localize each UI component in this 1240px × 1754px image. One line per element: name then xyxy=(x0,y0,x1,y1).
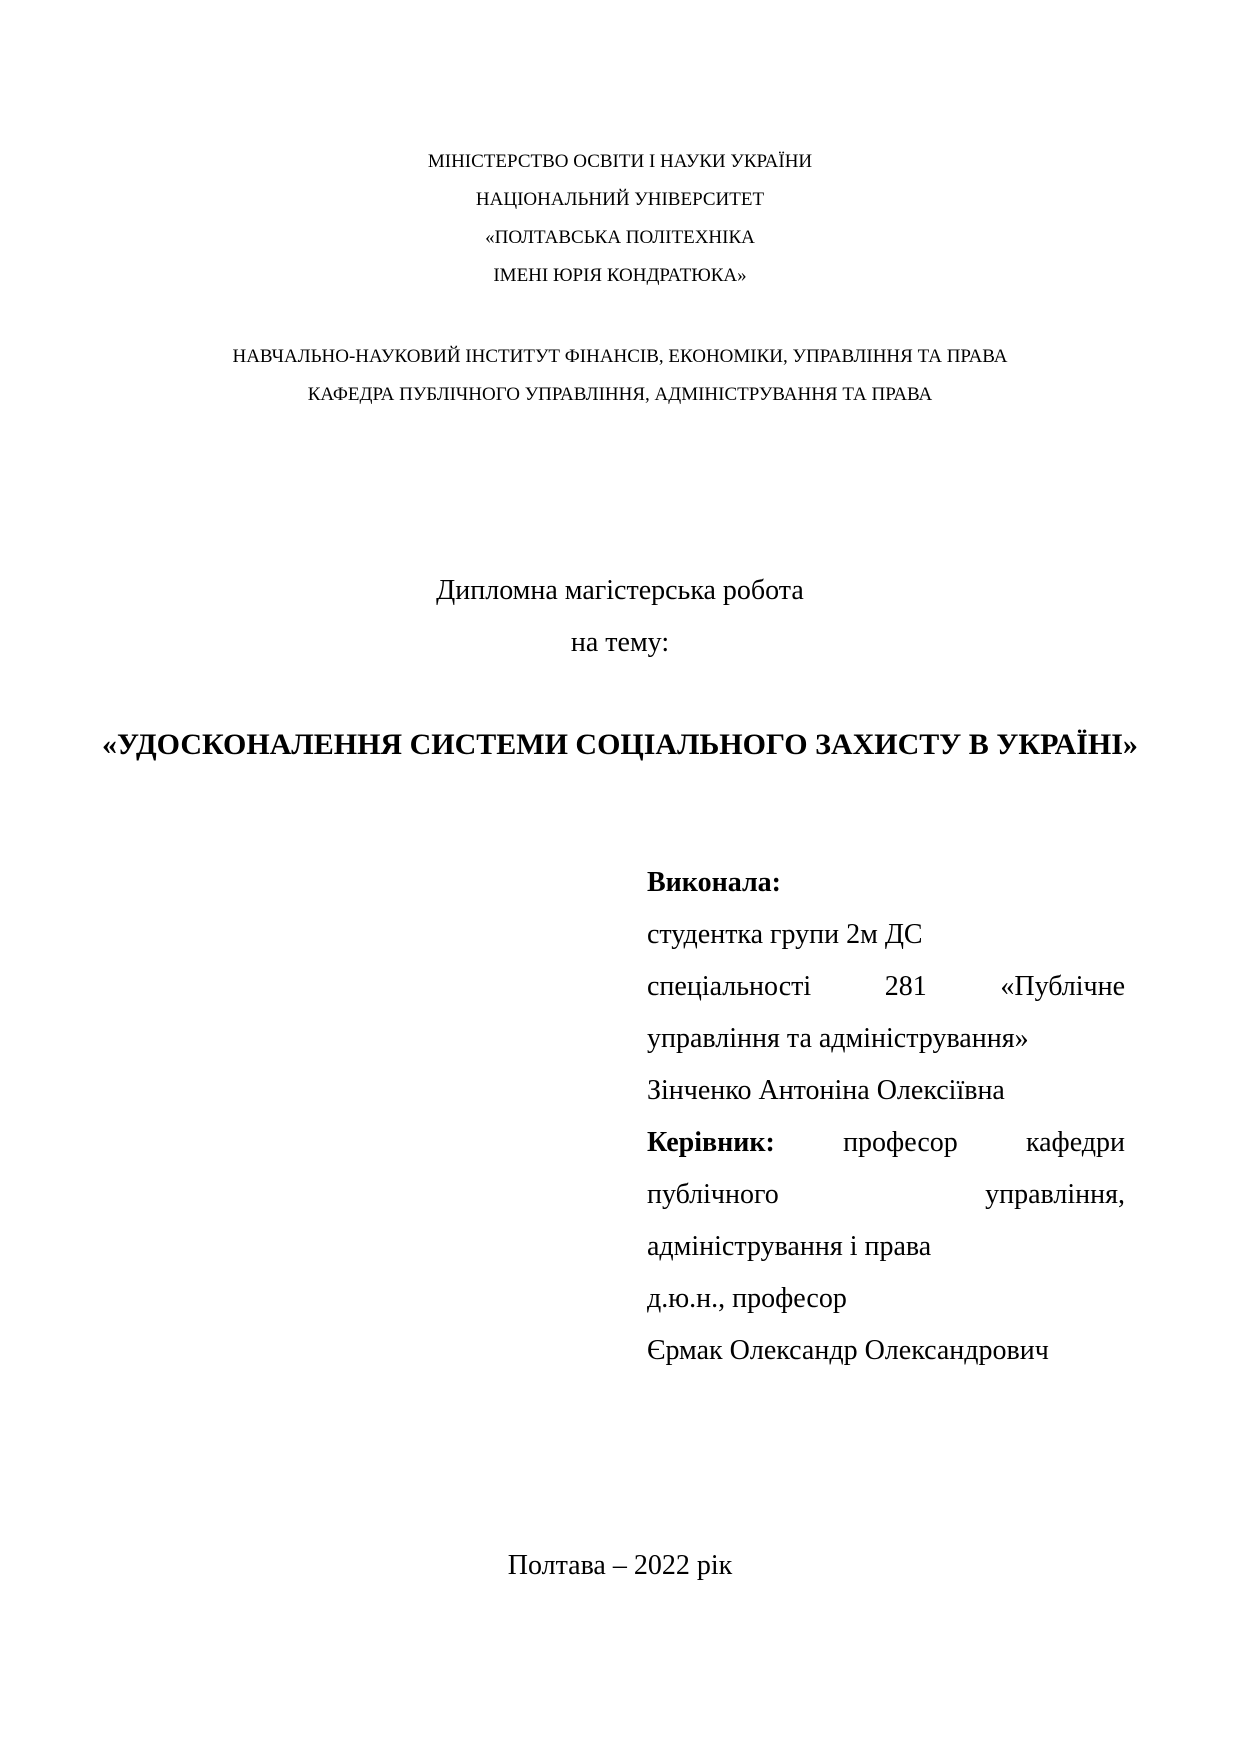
supervisor-degree: д.ю.н., професор xyxy=(647,1283,847,1314)
supervisor-management-word: управління, xyxy=(985,1179,1125,1210)
author-group: студентка групи 2м ДС xyxy=(647,919,923,950)
supervisor-line-3: адміністрування і права xyxy=(647,1231,932,1262)
supervisor-line-1 xyxy=(647,1127,1125,1159)
work-type: Дипломна магістерська робота xyxy=(436,575,804,606)
supervisor-label: Керівник: xyxy=(647,1127,775,1158)
supervisor-title-word: професор xyxy=(843,1127,958,1158)
topic-prefix: на тему: xyxy=(570,627,670,658)
author-specialty-line-2: управління та адміністрування» xyxy=(647,1023,1029,1054)
university-line-1: НАЦІОНАЛЬНИЙ УНІВЕРСИТЕТ xyxy=(475,189,765,210)
supervisor-public-word: публічного xyxy=(647,1179,779,1210)
author-name: Зінченко Антоніна Олексіївна xyxy=(647,1075,1005,1106)
supervisor-line-2 xyxy=(647,1179,1125,1211)
author-label xyxy=(647,867,1125,899)
supervisor-department-word: кафедри xyxy=(1025,1127,1125,1158)
specialty-name-start: «Публічне xyxy=(1000,971,1125,1002)
department-line: КАФЕДРА ПУБЛІЧНОГО УПРАВЛІННЯ, АДМІНІСТРУВАННЯ ТА ПРАВА xyxy=(307,384,933,405)
author-label-text: Виконала: xyxy=(647,867,781,898)
work-title: «УДОСКОНАЛЕННЯ СИСТЕМИ СОЦІАЛЬНОГО ЗАХИСТУ В УКРАЇНІ» xyxy=(102,728,1138,761)
city-year: Полтава – 2022 рік xyxy=(507,1550,733,1581)
specialty-word: спеціальності xyxy=(647,971,812,1002)
author-specialty-line-1 xyxy=(647,971,1125,1003)
institute-line: НАВЧАЛЬНО-НАУКОВИЙ ІНСТИТУТ ФІНАНСІВ, ЕКОНОМІКИ, УПРАВЛІННЯ ТА ПРАВА xyxy=(232,346,1008,367)
specialty-code: 281 xyxy=(884,971,927,1002)
university-line-2: «ПОЛТАВСЬКА ПОЛІТЕХНІКА xyxy=(485,227,755,248)
university-line-3: ІМЕНІ ЮРІЯ КОНДРАТЮКА» xyxy=(493,265,747,286)
supervisor-name: Єрмак Олександр Олександрович xyxy=(647,1335,1049,1366)
ministry-line: МІНІСТЕРСТВО ОСВІТИ І НАУКИ УКРАЇНИ xyxy=(427,151,813,172)
